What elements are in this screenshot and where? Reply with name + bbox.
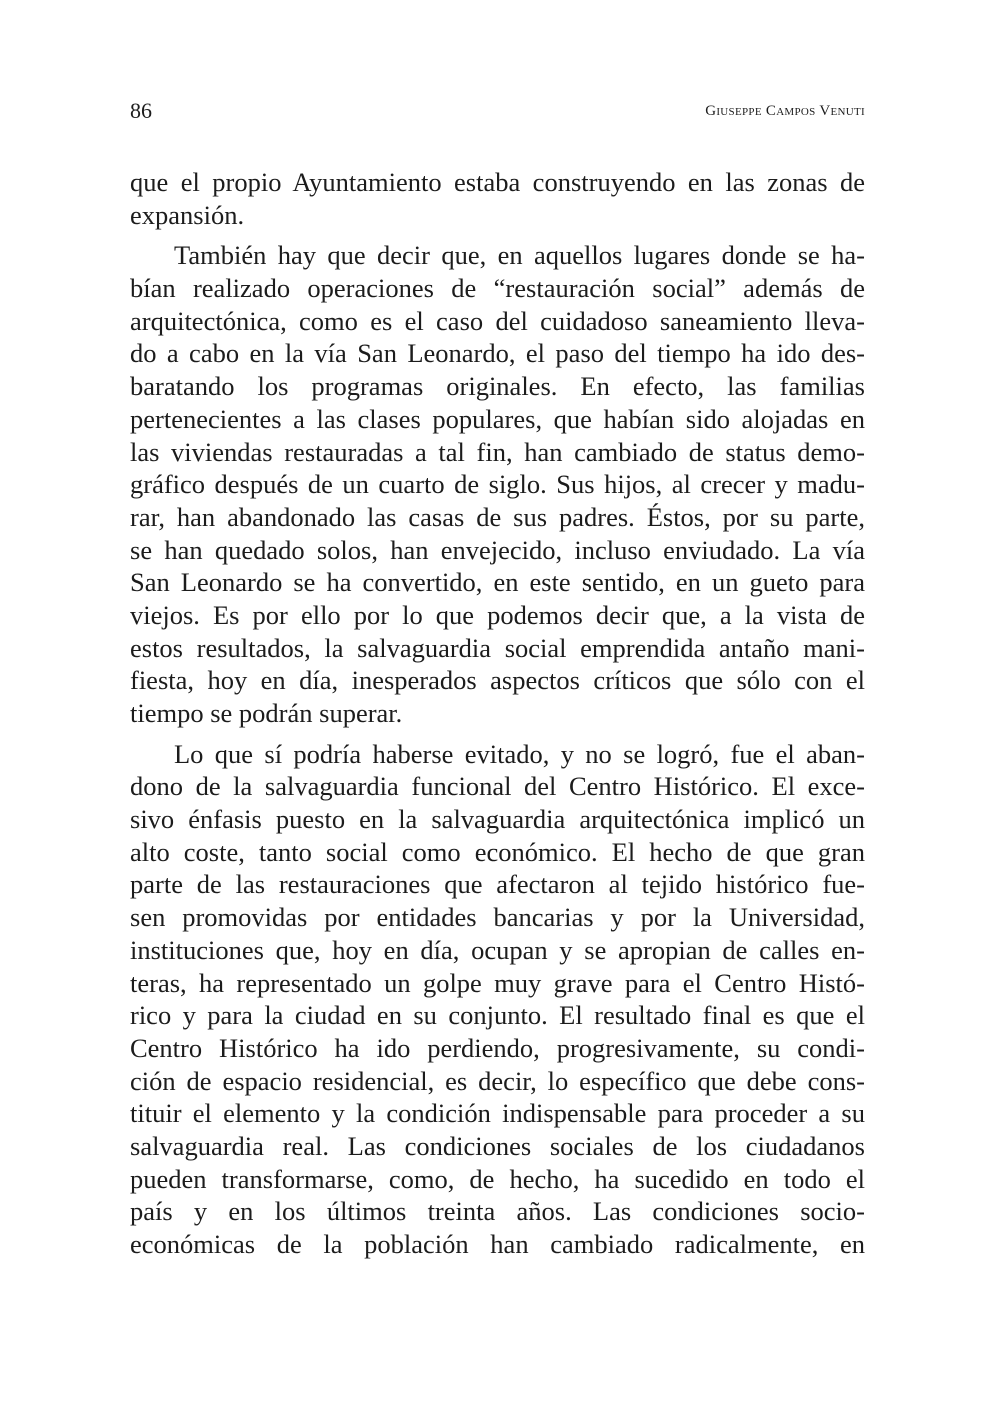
text-line: También hay que decir que, en aquellos lugares donde se ha-	[174, 240, 865, 271]
text-line: gráfico después de un cuarto de siglo. Sus hijos, al crecer y madu-	[130, 469, 865, 500]
text-line: las viviendas restauradas a tal fin, han cambiado de status demo-	[130, 436, 865, 467]
text-line: rico y para la ciudad en su conjunto. El resultado final es que el	[130, 1000, 865, 1031]
text-line: ción de espacio residencial, es decir, lo específico que debe cons-	[130, 1065, 865, 1096]
text-line: teras, ha representado un golpe muy grave para el Centro Histó-	[130, 967, 865, 998]
running-title: Giuseppe Campos Venuti	[705, 103, 865, 119]
text-line: se han quedado solos, han envejecido, incluso enviudado. La vía	[130, 534, 865, 565]
text-line: tituir el elemento y la condición indispensable para proceder a su	[130, 1098, 865, 1129]
text-line: sen promovidas por entidades bancarias y por la Universidad,	[130, 902, 865, 933]
text-line: económicas de la población han cambiado radicalmente, en	[130, 1229, 865, 1259]
text-line: pertenecientes a las clases populares, que habían sido alojadas en	[130, 403, 865, 434]
paragraph	[130, 738, 865, 1261]
text-line: Centro Histórico ha ido perdiendo, progresivamente, su condi-	[130, 1032, 865, 1063]
text-line: fiesta, hoy en día, inesperados aspectos críticos que sólo con el	[130, 665, 865, 696]
text-line: do a cabo en la vía San Leonardo, el paso del tiempo ha ido des-	[130, 338, 865, 369]
text-line: dono de la salvaguardia funcional del Centro Histórico. El exce-	[130, 771, 865, 802]
text-line: alto coste, tanto social como económico. El hecho de que gran	[130, 836, 865, 867]
text-line: expansión.	[130, 199, 245, 230]
text-line: viejos. Es por ello por lo que podemos decir que, a la vista de	[130, 599, 865, 630]
page-number: 86	[130, 98, 152, 123]
text-line: bían realizado operaciones de “restauración social” además de	[130, 273, 865, 304]
paragraph	[130, 239, 865, 729]
text-line: Lo que sí podría haberse evitado, y no se logró, fue el aban-	[174, 738, 865, 769]
text-line: estos resultados, la salvaguardia social emprendida antaño mani-	[130, 632, 865, 663]
text-line: baratando los programas originales. En efecto, las familias	[130, 371, 865, 402]
text-line: tiempo se podrán superar.	[130, 698, 403, 728]
text-line: parte de las restauraciones que afectaron al tejido histórico fue-	[130, 869, 865, 900]
paragraph	[130, 166, 865, 231]
text-line: salvaguardia real. Las condiciones sociales de los ciudadanos	[130, 1130, 865, 1161]
text-line: San Leonardo se ha convertido, en este sentido, en un gueto para	[130, 567, 865, 598]
running-head	[130, 96, 865, 126]
text-line: que el propio Ayuntamiento estaba construyendo en las zonas de	[130, 167, 865, 197]
text-line: pueden transformarse, como, de hecho, ha sucedido en todo el	[130, 1163, 865, 1194]
text-line: instituciones que, hoy en día, ocupan y se apropian de calles en-	[130, 934, 865, 965]
text-line: país y en los últimos treinta años. Las condiciones socio-	[130, 1196, 865, 1227]
text-line: sivo énfasis puesto en la salvaguardia arquitectónica implicó un	[130, 804, 865, 835]
body-text	[130, 166, 865, 1269]
text-line: rar, han abandonado las casas de sus padres. Éstos, por su parte,	[130, 501, 865, 532]
text-line: arquitectónica, como es el caso del cuidadoso saneamiento lleva-	[130, 305, 865, 336]
